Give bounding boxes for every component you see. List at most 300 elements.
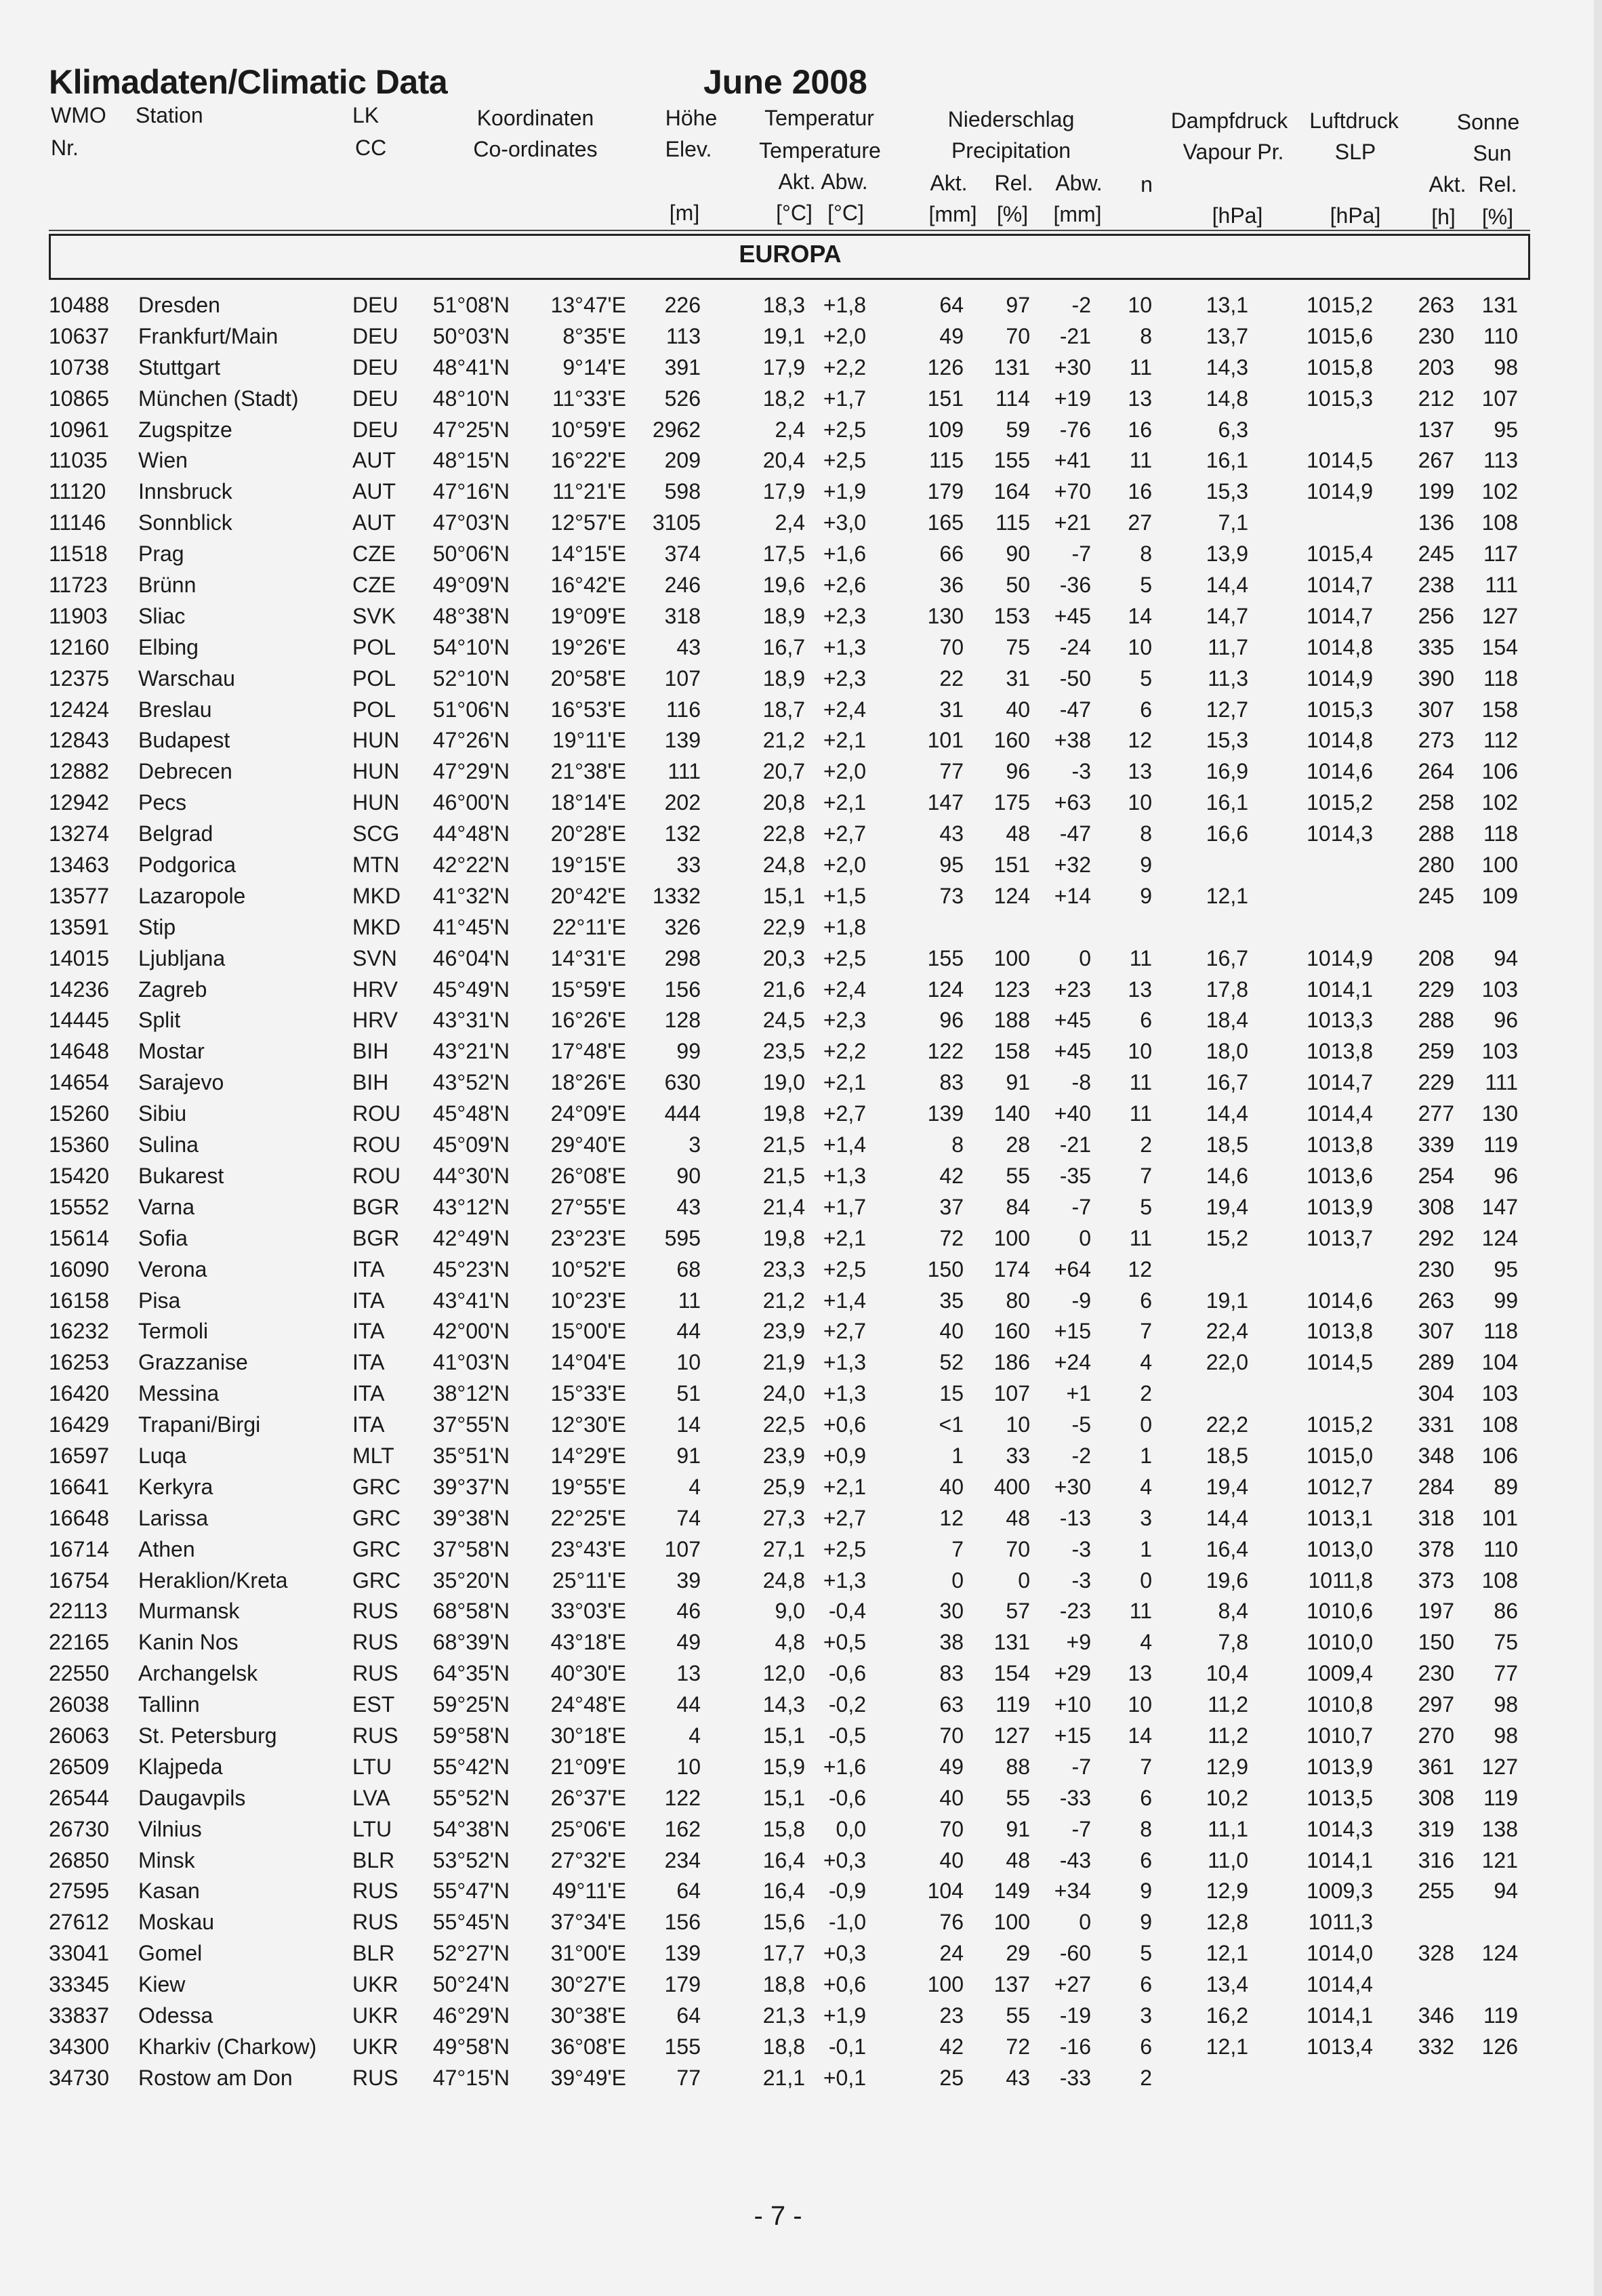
temp-abw: -0,9 [828, 1879, 866, 1904]
table-row [0, 539, 1602, 570]
temp-akt: 21,1 [762, 2065, 805, 2090]
latitude: 52°10'N [432, 665, 510, 691]
station-name: Kanin Nos [138, 1630, 239, 1655]
table-row [0, 695, 1602, 726]
temp-abw: -0,1 [828, 2034, 866, 2059]
sea-level-pressure: 1013,6 [1307, 1163, 1373, 1188]
elevation: 99 [676, 1039, 701, 1064]
table-row [0, 912, 1602, 943]
precip-abw: -36 [1059, 573, 1091, 598]
sun-hours: 348 [1418, 1443, 1454, 1468]
table-row [0, 1316, 1602, 1347]
precip-days: 7 [1140, 1319, 1152, 1344]
table-row [0, 1845, 1602, 1877]
table-row [0, 1441, 1602, 1472]
wmo-number: 14236 [49, 977, 109, 1002]
precip-abw: -2 [1071, 293, 1091, 317]
country-code: BLR [352, 1847, 395, 1872]
longitude: 16°42'E [550, 573, 626, 598]
temp-akt: 23,5 [762, 1039, 805, 1064]
vapour-pressure: 11,1 [1208, 1816, 1248, 1841]
sea-level-pressure: 1013,0 [1307, 1536, 1373, 1561]
precip-days: 14 [1128, 603, 1152, 628]
precip-akt: 31 [939, 697, 964, 722]
temp-akt: 23,9 [762, 1443, 805, 1468]
table-row [0, 1969, 1602, 2001]
latitude: 47°29'N [432, 759, 510, 784]
latitude: 55°45'N [432, 1910, 510, 1935]
header-coord-2: Co-ordinates [473, 137, 598, 161]
country-code: BIH [352, 1070, 389, 1095]
precip-abw: -5 [1071, 1412, 1091, 1437]
vapour-pressure: 13,4 [1206, 1972, 1248, 1997]
temp-abw: +2,1 [823, 790, 866, 815]
sun-rel: 98 [1494, 1723, 1518, 1748]
header-temp-akt: Akt. [778, 169, 816, 194]
table-row [0, 1876, 1602, 1907]
precip-akt: 42 [939, 2034, 964, 2059]
sun-rel: 104 [1481, 1350, 1518, 1375]
precip-abw: +24 [1054, 1350, 1091, 1375]
temp-akt: 23,9 [762, 1319, 805, 1344]
wmo-number: 11035 [49, 448, 108, 473]
elevation: 68 [676, 1256, 701, 1282]
station-name: Zagreb [138, 977, 207, 1002]
precip-rel: 10 [1006, 1412, 1030, 1437]
vapour-pressure: 12,7 [1206, 697, 1248, 722]
sun-rel: 110 [1483, 1536, 1518, 1561]
table-row [0, 1721, 1602, 1752]
station-name: Ljubljana [138, 945, 226, 970]
precip-akt: 49 [939, 1754, 964, 1779]
longitude: 27°32'E [550, 1847, 626, 1872]
table-row [0, 601, 1602, 632]
station-name: Klajpeda [138, 1754, 223, 1779]
precip-abw: -35 [1059, 1163, 1091, 1188]
precip-days: 9 [1140, 1879, 1152, 1904]
country-code: AUT [352, 448, 396, 473]
country-code: BIH [352, 1039, 389, 1064]
precip-akt: 70 [939, 1816, 964, 1841]
country-code: MLT [352, 1443, 394, 1468]
country-code: DEU [352, 386, 398, 411]
sun-rel: 158 [1481, 697, 1518, 722]
latitude: 35°51'N [432, 1443, 510, 1468]
precip-days: 6 [1140, 2034, 1152, 2059]
sun-hours: 316 [1418, 1847, 1454, 1872]
sun-rel: 94 [1494, 1879, 1518, 1904]
station-name: Kerkyra [138, 1474, 213, 1499]
station-name: Daugavpils [138, 1785, 246, 1810]
longitude: 24°09'E [550, 1101, 626, 1126]
vapour-pressure: 14,4 [1206, 573, 1248, 598]
vapour-pressure: 16,4 [1206, 1536, 1248, 1561]
longitude: 21°38'E [550, 759, 626, 784]
temp-abw: +2,5 [823, 945, 866, 970]
temp-abw: -0,6 [828, 1785, 866, 1810]
precip-akt: 95 [939, 853, 964, 878]
sun-hours: 245 [1418, 541, 1454, 567]
sea-level-pressure: 1015,2 [1307, 293, 1373, 317]
sun-hours: 136 [1418, 510, 1454, 535]
precip-rel: 43 [1006, 2065, 1030, 2090]
elevation: 139 [664, 1941, 701, 1966]
temp-abw: +2,7 [823, 821, 866, 846]
station-name: Rostow am Don [138, 2065, 293, 2090]
precip-akt: 165 [927, 510, 964, 535]
latitude: 53°52'N [432, 1847, 510, 1872]
precip-rel: 88 [1006, 1754, 1030, 1779]
precip-rel: 48 [1006, 1847, 1030, 1872]
header-precip-abw-unit: [mm] [1053, 202, 1102, 226]
temp-abw: +0,1 [823, 2065, 866, 2090]
temp-akt: 17,5 [762, 541, 805, 567]
table-row [0, 508, 1602, 539]
precip-abw: -21 [1059, 1132, 1091, 1157]
precip-abw: -13 [1059, 1505, 1091, 1530]
temp-akt: 24,5 [762, 1008, 805, 1033]
temp-abw: +0,3 [823, 1847, 866, 1872]
latitude: 59°25'N [432, 1692, 510, 1717]
longitude: 21°09'E [550, 1754, 626, 1779]
page-number: - 7 - [754, 2201, 802, 2231]
precip-rel: 153 [993, 603, 1030, 628]
country-code: ROU [352, 1101, 401, 1126]
country-code: RUS [352, 1879, 398, 1904]
precip-rel: 114 [995, 386, 1030, 411]
precip-abw: +1 [1066, 1381, 1091, 1406]
sun-hours: 292 [1418, 1225, 1454, 1250]
header-cc: CC [355, 136, 387, 160]
precip-akt: 100 [927, 1972, 964, 1997]
temp-akt: 15,1 [762, 1723, 805, 1748]
latitude: 45°49'N [432, 977, 510, 1002]
country-code: POL [352, 697, 396, 722]
temp-abw: +2,0 [823, 323, 866, 348]
longitude: 19°09'E [550, 603, 626, 628]
latitude: 47°26'N [432, 728, 510, 753]
precip-rel: 50 [1006, 573, 1030, 598]
precip-rel: 80 [1006, 1288, 1030, 1313]
header-elev-unit: [m] [669, 201, 700, 225]
wmo-number: 34730 [49, 2065, 109, 2090]
vapour-pressure: 16,6 [1206, 821, 1248, 846]
sun-rel: 103 [1481, 977, 1518, 1002]
latitude: 37°55'N [432, 1412, 510, 1437]
longitude: 40°30'E [550, 1661, 626, 1686]
wmo-number: 14445 [49, 1008, 109, 1033]
precip-rel: 149 [993, 1879, 1030, 1904]
country-code: POL [352, 634, 396, 659]
sun-rel: 121 [1481, 1847, 1518, 1872]
longitude: 14°31'E [550, 945, 626, 970]
precip-akt: 115 [928, 448, 964, 473]
precip-days: 12 [1128, 728, 1152, 753]
country-code: BGR [352, 1194, 400, 1219]
sun-hours: 264 [1418, 759, 1454, 784]
temp-abw: +1,7 [823, 1194, 866, 1219]
header-sun-akt-unit: [h] [1431, 205, 1456, 229]
sun-hours: 273 [1418, 728, 1454, 753]
temp-akt: 17,9 [762, 479, 805, 504]
sun-rel: 147 [1481, 1194, 1518, 1219]
precip-days: 11 [1129, 945, 1152, 970]
temp-akt: 15,9 [762, 1754, 805, 1779]
longitude: 24°48'E [550, 1692, 626, 1717]
table-row [0, 1192, 1602, 1223]
sea-level-pressure: 1015,6 [1307, 323, 1373, 348]
temp-abw: -0,5 [828, 1723, 866, 1748]
temp-abw: 0,0 [836, 1816, 866, 1841]
header-precip-rel: Rel. [994, 171, 1033, 195]
elevation: 3 [689, 1132, 701, 1157]
temp-akt: 12,0 [762, 1661, 805, 1686]
sun-rel: 96 [1494, 1163, 1518, 1188]
table-row [0, 321, 1602, 352]
precip-days: 11 [1129, 448, 1152, 473]
header-vapour: Dampfdruck [1170, 108, 1288, 133]
sun-rel: 119 [1483, 1132, 1518, 1157]
sun-hours: 263 [1418, 1288, 1454, 1313]
station-name: Kharkiv (Charkow) [138, 2034, 317, 2059]
precip-rel: 91 [1006, 1816, 1030, 1841]
precip-days: 8 [1140, 541, 1152, 567]
elevation: 43 [676, 1194, 701, 1219]
table-row [0, 1627, 1602, 1658]
precip-days: 11 [1129, 354, 1152, 380]
country-code: GRC [352, 1474, 401, 1499]
latitude: 50°24'N [432, 1972, 510, 1997]
wmo-number: 22113 [49, 1599, 108, 1624]
precip-abw: +30 [1054, 1474, 1091, 1499]
station-name: München (Stadt) [138, 386, 299, 411]
table-row [0, 1410, 1602, 1441]
precip-akt: 36 [939, 573, 964, 598]
temp-akt: 19,6 [762, 573, 805, 598]
wmo-number: 12424 [49, 697, 109, 722]
temp-akt: 14,3 [762, 1692, 805, 1717]
precip-days: 9 [1140, 853, 1152, 878]
sun-hours: 361 [1418, 1754, 1454, 1779]
vapour-pressure: 7,1 [1218, 510, 1248, 535]
sun-hours: 339 [1418, 1132, 1454, 1157]
longitude: 22°25'E [550, 1505, 626, 1530]
sun-rel: 117 [1483, 541, 1518, 567]
elevation: 202 [664, 790, 701, 815]
precip-abw: +45 [1054, 1039, 1091, 1064]
sea-level-pressure: 1014,8 [1307, 728, 1373, 753]
precip-abw: -23 [1059, 1599, 1091, 1624]
precip-days: 6 [1140, 1008, 1152, 1033]
precip-akt: 49 [939, 323, 964, 348]
sun-hours: 255 [1418, 1879, 1454, 1904]
vapour-pressure: 19,1 [1206, 1288, 1248, 1313]
precip-rel: 124 [993, 883, 1030, 908]
precip-days: 12 [1128, 1256, 1152, 1282]
sea-level-pressure: 1014,4 [1307, 1101, 1373, 1126]
table-row [0, 850, 1602, 881]
sun-rel: 75 [1494, 1630, 1518, 1655]
country-code: MKD [352, 914, 401, 939]
sea-level-pressure: 1013,7 [1307, 1225, 1373, 1250]
sea-level-pressure: 1013,8 [1307, 1319, 1373, 1344]
temp-abw: +0,9 [823, 1443, 866, 1468]
country-code: SCG [352, 821, 400, 846]
sea-level-pressure: 1014,9 [1307, 945, 1373, 970]
sun-rel: 130 [1481, 1101, 1518, 1126]
sun-hours: 308 [1418, 1785, 1454, 1810]
table-row [0, 570, 1602, 601]
precip-abw: -3 [1071, 759, 1091, 784]
precip-akt: 24 [939, 1941, 964, 1966]
precip-akt: 0 [951, 1567, 964, 1593]
elevation: 226 [664, 293, 701, 317]
sea-level-pressure: 1014,3 [1307, 821, 1373, 846]
station-name: Murmansk [138, 1599, 240, 1624]
latitude: 42°49'N [432, 1225, 510, 1250]
sea-level-pressure: 1014,7 [1307, 573, 1373, 598]
sun-rel: 95 [1494, 417, 1518, 442]
sun-hours: 335 [1418, 634, 1454, 659]
sun-rel: 109 [1481, 883, 1518, 908]
precip-rel: 186 [993, 1350, 1030, 1375]
country-code: GRC [352, 1536, 401, 1561]
precip-rel: 72 [1006, 2034, 1030, 2059]
wmo-number: 27612 [49, 1910, 109, 1935]
vapour-pressure: 14,6 [1206, 1163, 1248, 1188]
precip-rel: 96 [1006, 759, 1030, 784]
header-precip-2: Precipitation [951, 138, 1071, 163]
precip-days: 11 [1129, 1070, 1152, 1095]
station-name: Wien [138, 448, 188, 473]
wmo-number: 22550 [49, 1661, 109, 1686]
temp-akt: 22,5 [762, 1412, 805, 1437]
precip-days: 16 [1128, 417, 1152, 442]
temp-akt: 15,6 [762, 1910, 805, 1935]
temp-abw: +2,0 [823, 853, 866, 878]
precip-akt: 37 [939, 1194, 964, 1219]
sun-hours: 373 [1418, 1567, 1454, 1593]
longitude: 19°26'E [550, 634, 626, 659]
precip-akt: 22 [939, 665, 964, 691]
sun-rel: 108 [1481, 510, 1518, 535]
longitude: 49°11'E [552, 1879, 626, 1904]
longitude: 11°33'E [552, 386, 626, 411]
temp-abw: +2,1 [823, 1070, 866, 1095]
precip-rel: 55 [1006, 2003, 1030, 2028]
temp-abw: +2,5 [823, 1536, 866, 1561]
header-temp-2: Temperature [759, 138, 881, 163]
longitude: 39°49'E [550, 2065, 626, 2090]
sun-rel: 86 [1494, 1599, 1518, 1624]
country-code: RUS [352, 1599, 398, 1624]
temp-akt: 21,6 [762, 977, 805, 1002]
precip-days: 11 [1129, 1101, 1152, 1126]
header-sun-rel: Rel. [1478, 172, 1517, 197]
wmo-number: 26730 [49, 1816, 109, 1841]
sun-rel: 99 [1494, 1288, 1518, 1313]
temp-abw: -1,0 [828, 1910, 866, 1935]
precip-rel: 188 [993, 1008, 1030, 1033]
precip-abw: -33 [1059, 1785, 1091, 1810]
precip-abw: -47 [1059, 697, 1091, 722]
latitude: 52°27'N [432, 1941, 510, 1966]
latitude: 43°31'N [432, 1008, 510, 1033]
wmo-number: 10637 [49, 323, 109, 348]
table-row [0, 787, 1602, 819]
precip-days: 0 [1140, 1567, 1152, 1593]
vapour-pressure: 11,0 [1208, 1847, 1248, 1872]
station-name: Athen [138, 1536, 195, 1561]
precip-days: 6 [1140, 1288, 1152, 1313]
table-row [0, 1752, 1602, 1783]
wmo-number: 15360 [49, 1132, 109, 1157]
precip-akt: 66 [939, 541, 964, 567]
country-code: ITA [352, 1412, 385, 1437]
precip-rel: 55 [1006, 1163, 1030, 1188]
wmo-number: 15260 [49, 1101, 109, 1126]
precip-abw: -24 [1059, 634, 1091, 659]
elevation: 74 [676, 1505, 701, 1530]
header-precip-akt-unit: [mm] [928, 202, 977, 226]
precip-akt: 15 [939, 1381, 964, 1406]
station-name: Pisa [138, 1288, 181, 1313]
temp-abw: +2,3 [823, 1008, 866, 1033]
longitude: 43°18'E [550, 1630, 626, 1655]
wmo-number: 26063 [49, 1723, 109, 1748]
precip-days: 2 [1140, 2065, 1152, 2090]
sun-hours: 230 [1418, 1256, 1454, 1282]
latitude: 41°03'N [432, 1350, 510, 1375]
precip-akt: 23 [939, 2003, 964, 2028]
wmo-number: 22165 [49, 1630, 109, 1655]
precip-days: 11 [1129, 1225, 1152, 1250]
table-row [0, 975, 1602, 1006]
longitude: 13°47'E [550, 293, 626, 317]
temp-akt: 15,1 [762, 1785, 805, 1810]
vapour-pressure: 13,7 [1206, 323, 1248, 348]
longitude: 12°57'E [550, 510, 626, 535]
vapour-pressure: 11,2 [1208, 1723, 1248, 1748]
sun-rel: 124 [1481, 1941, 1518, 1966]
temp-akt: 24,0 [762, 1381, 805, 1406]
longitude: 33°03'E [550, 1599, 626, 1624]
station-name: Prag [138, 541, 184, 567]
precip-abw: -60 [1059, 1941, 1091, 1966]
longitude: 10°59'E [550, 417, 626, 442]
precip-abw: +40 [1054, 1101, 1091, 1126]
sun-hours: 212 [1418, 386, 1454, 411]
precip-abw: -50 [1059, 665, 1091, 691]
vapour-pressure: 11,2 [1208, 1692, 1248, 1717]
sun-hours: 332 [1418, 2034, 1454, 2059]
wmo-number: 33345 [49, 1972, 109, 1997]
elevation: 90 [676, 1163, 701, 1188]
wmo-number: 15552 [49, 1194, 109, 1219]
latitude: 48°10'N [432, 386, 510, 411]
longitude: 22°11'E [552, 914, 626, 939]
temp-akt: 16,4 [762, 1879, 805, 1904]
precip-days: 6 [1140, 1785, 1152, 1810]
station-name: Grazzanise [138, 1350, 248, 1375]
longitude: 10°52'E [550, 1256, 626, 1282]
precip-abw: 0 [1079, 1225, 1091, 1250]
temp-akt: 21,3 [762, 2003, 805, 2028]
temp-abw: -0,2 [828, 1692, 866, 1717]
temp-akt: 19,0 [762, 1070, 805, 1095]
longitude: 14°29'E [550, 1443, 626, 1468]
temp-abw: +1,3 [823, 634, 866, 659]
